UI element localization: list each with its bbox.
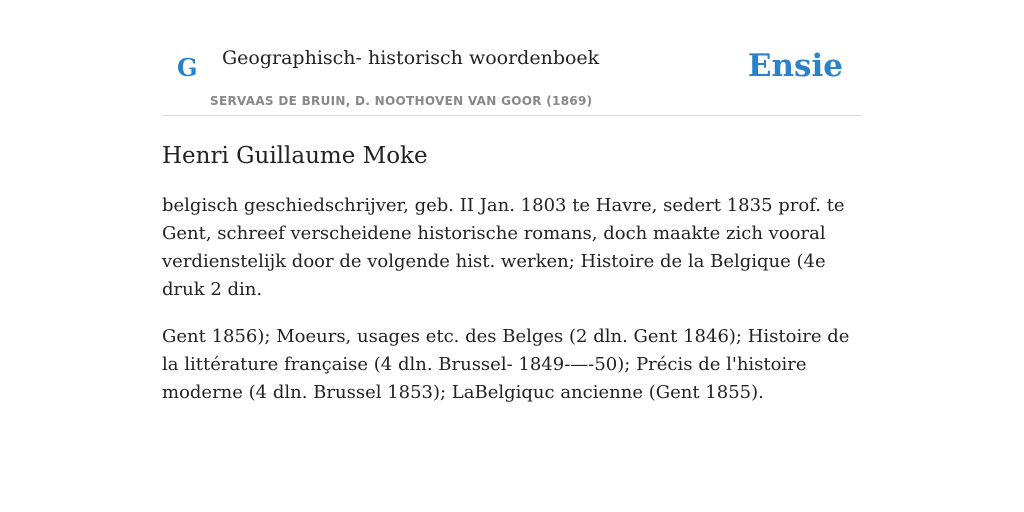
book-logo-icon[interactable]: G <box>177 53 198 82</box>
entry-paragraph: belgisch geschiedschrijver, geb. II Jan. 1803 te Havre, sedert 1835 prof. te Gent, schreef verscheidene historische romans, doch maakte zich vooral verdienstelijk door de volgende hist. werken; Histoire de la Belgique (4e druk 2 din. <box>162 195 845 300</box>
page <box>162 0 862 407</box>
book-authors: SERVAAS DE BRUIN, D. NOOTHOVEN VAN GOOR (1869) <box>210 94 593 108</box>
header <box>162 0 862 116</box>
ensie-logo-link[interactable]: Ensie <box>747 48 843 84</box>
book-title-link[interactable]: Geographisch- historisch woordenboek <box>222 47 600 69</box>
entry-paragraph: Gent 1856); Moeurs, usages etc. des Belges (2 dln. Gent 1846); Histoire de la littérature française (4 dln. Brussel- 1849-—-50); Précis de l'histoire moderne (4 dln. Brussel 1853); LaBelgiquc ancienne (Gent 1855). <box>162 326 850 403</box>
entry-title: Henri Guillaume Moke <box>162 143 428 169</box>
